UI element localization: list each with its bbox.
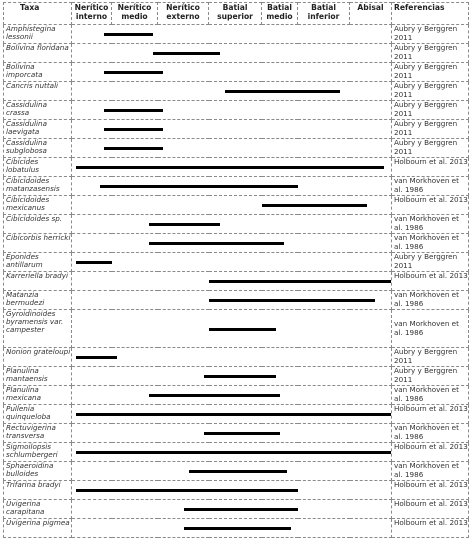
depth-range-bar [76, 261, 112, 264]
bathymetry-table-container [3, 2, 468, 538]
depth-range-cell [72, 310, 392, 348]
taxon-name: Bolivina imporcata [4, 63, 72, 82]
reference-citation: Holbourn et al. 2013 [392, 519, 469, 538]
depth-range-bar [76, 166, 384, 169]
taxon-name: Sphaeroidina bulloides [4, 462, 72, 481]
reference-citation: Holbourn et al. 2013 [392, 500, 469, 519]
depth-range-bar [204, 375, 277, 378]
reference-citation: van Morkhoven et al. 1986 [392, 215, 469, 234]
depth-range-cell [72, 519, 392, 538]
taxon-name: Pullenia quinqueloba [4, 405, 72, 424]
table-row [4, 348, 469, 367]
table-row [4, 424, 469, 443]
depth-range-cell [72, 462, 392, 481]
reference-citation: Aubry y Berggren 2011 [392, 367, 469, 386]
reference-citation: Aubry y Berggren 2011 [392, 82, 469, 101]
reference-citation: Aubry y Berggren 2011 [392, 63, 469, 82]
depth-range-cell [72, 25, 392, 44]
table-row [4, 481, 469, 500]
depth-range-bar [76, 451, 392, 454]
depth-range-bar [153, 52, 219, 55]
reference-citation: Holbourn et al. 2013 [392, 196, 469, 215]
depth-range-bar [184, 508, 299, 511]
depth-range-cell [72, 196, 392, 215]
depth-range-bar [100, 185, 298, 188]
header-references: Referencias [392, 3, 469, 25]
depth-range-bar [225, 90, 340, 93]
depth-range-bar [104, 109, 163, 112]
table-row [4, 158, 469, 177]
taxon-name: Uvigerina pigmea [4, 519, 72, 538]
reference-citation: Holbourn et al. 2013 [392, 272, 469, 291]
taxon-name: Amphistegina lessonii [4, 25, 72, 44]
depth-range-bar [149, 242, 284, 245]
taxon-name: Uvigerina carapitana [4, 500, 72, 519]
reference-citation: van Morkhoven et al. 1986 [392, 386, 469, 405]
depth-range-bar [209, 299, 375, 302]
depth-range-cell [72, 348, 392, 367]
taxon-name: Cibicorbis herricki [4, 234, 72, 253]
depth-range-bar [76, 356, 117, 359]
depth-range-cell [72, 424, 392, 443]
table-row [4, 386, 469, 405]
bathymetry-range-table [3, 2, 469, 538]
table-row [4, 462, 469, 481]
depth-range-cell [72, 82, 392, 101]
depth-range-bar [209, 328, 276, 331]
header-zone-nerítico-medio: Nerítico medio [112, 3, 158, 25]
depth-range-cell [72, 272, 392, 291]
depth-range-cell [72, 500, 392, 519]
table-row [4, 519, 469, 538]
depth-range-bar [262, 204, 367, 207]
header-zone-batial-superior: Batial superior [209, 3, 262, 25]
reference-citation: Aubry y Berggren 2011 [392, 44, 469, 63]
table-row [4, 177, 469, 196]
reference-citation: van Morkhoven et al. 1986 [392, 462, 469, 481]
taxon-name: Cancris nuttali [4, 82, 72, 101]
header-taxa: Taxa [4, 3, 72, 25]
reference-citation: Aubry y Berggren 2011 [392, 348, 469, 367]
taxon-name: Rectuvigerina transversa [4, 424, 72, 443]
table-row [4, 82, 469, 101]
table-row [4, 367, 469, 386]
depth-range-bar [209, 280, 392, 283]
table-body [4, 25, 469, 538]
reference-citation: van Morkhoven et al. 1986 [392, 424, 469, 443]
depth-range-cell [72, 291, 392, 310]
header-zone-nerítico-interno: Nerítico interno [72, 3, 112, 25]
table-row [4, 63, 469, 82]
header-row [4, 3, 469, 25]
header-zone-abisal: Abisal [350, 3, 392, 25]
reference-citation: Aubry y Berggren 2011 [392, 25, 469, 44]
reference-citation: Aubry y Berggren 2011 [392, 253, 469, 272]
reference-citation: Holbourn et al. 2013 [392, 158, 469, 177]
table-row [4, 139, 469, 158]
depth-range-cell [72, 101, 392, 120]
table-row [4, 253, 469, 272]
reference-citation: Aubry y Berggren 2011 [392, 101, 469, 120]
depth-range-cell [72, 63, 392, 82]
depth-range-cell [72, 177, 392, 196]
taxon-name: Planulina mexicana [4, 386, 72, 405]
taxon-name: Sigmoilopsis schlumbergeri [4, 443, 72, 462]
depth-range-bar [104, 33, 153, 36]
taxon-name: Cassidulina laevigata [4, 120, 72, 139]
depth-range-bar [104, 147, 163, 150]
taxon-name: Cassidulina crassa [4, 101, 72, 120]
depth-range-bar [204, 432, 280, 435]
reference-citation: van Morkhoven et al. 1986 [392, 177, 469, 196]
table-row [4, 120, 469, 139]
header-zone-batial-medio: Batial medio [262, 3, 298, 25]
taxon-name: Cibicides lobatulus [4, 158, 72, 177]
depth-range-cell [72, 386, 392, 405]
depth-range-cell [72, 139, 392, 158]
depth-range-cell [72, 443, 392, 462]
reference-citation: Aubry y Berggren 2011 [392, 139, 469, 158]
table-row [4, 234, 469, 253]
depth-range-cell [72, 234, 392, 253]
depth-range-bar [104, 71, 163, 74]
depth-range-cell [72, 120, 392, 139]
table-row [4, 291, 469, 310]
reference-citation: van Morkhoven et al. 1986 [392, 234, 469, 253]
table-row [4, 25, 469, 44]
depth-range-cell [72, 405, 392, 424]
header-zone-batial-inferior: Batial inferior [298, 3, 350, 25]
reference-citation: van Morkhoven et al. 1986 [392, 291, 469, 310]
taxon-name: Planulina mantaensis [4, 367, 72, 386]
table-row [4, 405, 469, 424]
taxon-name: Cibicidoides matanzasensis [4, 177, 72, 196]
table-row [4, 196, 469, 215]
reference-citation: Aubry y Berggren 2011 [392, 120, 469, 139]
taxon-name: Bolivina floridana [4, 44, 72, 63]
reference-citation: Holbourn et al. 2013 [392, 405, 469, 424]
table-row [4, 310, 469, 348]
reference-citation: Holbourn et al. 2013 [392, 443, 469, 462]
depth-range-cell [72, 367, 392, 386]
depth-range-bar [149, 223, 220, 226]
depth-range-bar [76, 413, 392, 416]
taxon-name: Matanzia bermudezi [4, 291, 72, 310]
table-row [4, 272, 469, 291]
taxon-name: Gyroidinoides byramensis var. campester [4, 310, 72, 348]
taxon-name: Cibicidoides sp. [4, 215, 72, 234]
table-row [4, 443, 469, 462]
taxon-name: Nonion grateloupi [4, 348, 72, 367]
table-row [4, 44, 469, 63]
table-row [4, 500, 469, 519]
taxon-name: Cassidulina subglobosa [4, 139, 72, 158]
taxon-name: Karreriella bradyi [4, 272, 72, 291]
depth-range-cell [72, 481, 392, 500]
reference-citation: van Morkhoven et al. 1986 [392, 310, 469, 348]
depth-range-bar [104, 128, 163, 131]
taxon-name: Cibicidoides mexicanus [4, 196, 72, 215]
depth-range-cell [72, 253, 392, 272]
depth-range-bar [149, 394, 280, 397]
depth-range-bar [76, 489, 298, 492]
reference-citation: Holbourn et al. 2013 [392, 481, 469, 500]
table-row [4, 215, 469, 234]
depth-range-cell [72, 215, 392, 234]
header-zone-nerítico-externo: Nerítico externo [158, 3, 209, 25]
taxon-name: Trifarina bradyi [4, 481, 72, 500]
table-row [4, 101, 469, 120]
depth-range-cell [72, 158, 392, 177]
depth-range-cell [72, 44, 392, 63]
depth-range-bar [184, 527, 291, 530]
depth-range-bar [189, 470, 288, 473]
taxon-name: Eponides antillarum [4, 253, 72, 272]
